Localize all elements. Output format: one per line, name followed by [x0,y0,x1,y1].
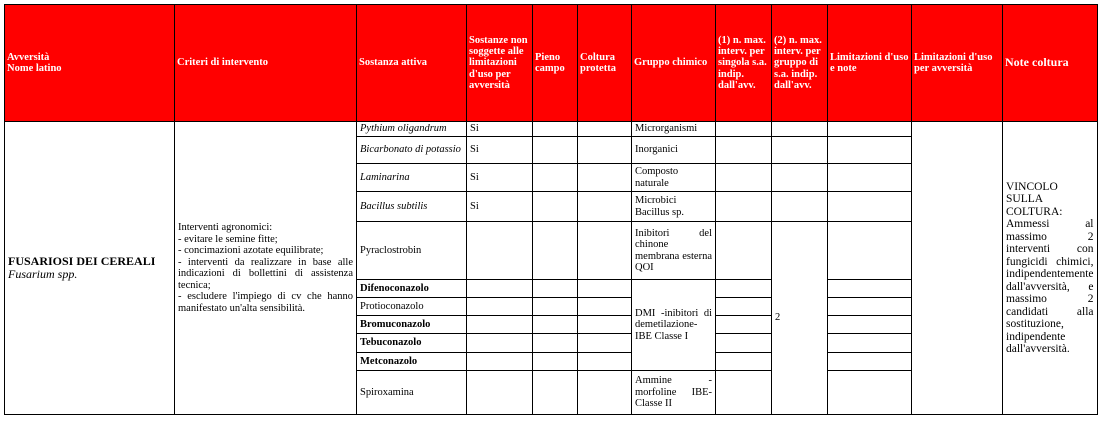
non-soggette-value: Si [467,192,533,222]
header-pieno-campo: Pieno campo [533,5,578,122]
pieno-campo-cell [533,371,578,415]
limitazioni-avversita-cell [912,122,1003,415]
header-sostanza: Sostanza attiva [357,5,467,122]
limitazioni-note-cell [828,222,912,280]
nmax-gruppo-cell [772,164,828,192]
criteria-line: - evitare le semine fitte; [178,233,278,245]
pieno-campo-cell [533,280,578,298]
substance-name: Difenoconazolo [357,280,467,298]
coltura-protetta-cell [578,371,632,415]
substance-name: Pyraclostrobin [357,222,467,280]
coltura-protetta-cell [578,222,632,280]
substance-name: Metconazolo [357,353,467,371]
header-gruppo: Gruppo chimico [632,5,716,122]
criteria-line: - escludere l'impiego di cv che hanno manifestato un'alta sensibilità. [178,291,353,314]
nmax-singola-cell [716,164,772,192]
non-soggette-value [467,222,533,280]
coltura-protetta-cell [578,192,632,222]
nmax-singola-cell [716,192,772,222]
criteria-cell [175,122,357,415]
limitazioni-note-cell [828,316,912,334]
table-row [5,122,1098,137]
non-soggette-value [467,316,533,334]
coltura-protetta-cell [578,298,632,316]
adversity-latin: Fusarium spp. [8,267,78,281]
non-soggette-value [467,353,533,371]
header-criteri: Criteri di intervento [175,5,357,122]
nmax-gruppo-value: 2 [772,222,828,415]
header-note-coltura: Note coltura [1003,5,1098,122]
gruppo-value: Ammine - morfoline IBE-Classe II [632,371,716,415]
limitazioni-note-cell [828,280,912,298]
nmax-singola-cell [716,334,772,353]
gruppo-value-dmi: DMI -inibitori di demetilazione-IBE Classe I [632,280,716,371]
substance-name: Pythium oligandrum [357,122,467,137]
pieno-campo-cell [533,316,578,334]
limitazioni-note-cell [828,137,912,164]
substance-name: Laminarina [357,164,467,192]
gruppo-value: Microbici Bacillus sp. [632,192,716,222]
criteria-line: Interventi agronomici: [178,222,273,233]
limitazioni-note-cell [828,164,912,192]
header-non-soggette: Sostanze non soggette alle limitazioni d'uso per avversità [467,5,533,122]
substance-name: Bromuconazolo [357,316,467,334]
header-limitazioni-avversita: Limitazioni d'uso per avversità [912,5,1003,122]
header-nmax-gruppo: (2) n. max. interv. per gruppo di s.a. indip. dall'avv. [772,5,828,122]
nmax-singola-cell [716,353,772,371]
coltura-protetta-cell [578,164,632,192]
nmax-singola-cell [716,316,772,334]
non-soggette-value [467,280,533,298]
non-soggette-value: Si [467,122,533,137]
gruppo-value: Inorganici [632,137,716,164]
pieno-campo-cell [533,137,578,164]
limitazioni-note-cell [828,298,912,316]
non-soggette-value: Si [467,137,533,164]
pieno-campo-cell [533,192,578,222]
non-soggette-value [467,371,533,415]
nmax-singola-cell [716,222,772,280]
nmax-gruppo-cell [772,137,828,164]
defense-table [4,4,1098,415]
nmax-singola-cell [716,137,772,164]
note-coltura-cell: VINCOLO SULLA COLTURA: Ammessi al massimo 2 interventi con fungicidi chimici, indipendentemente dall'avversità, e massimo 2 candidati alla sostituzione, indipendente dall'avversità. [1003,122,1098,415]
pieno-campo-cell [533,122,578,137]
pieno-campo-cell [533,164,578,192]
non-soggette-value: Si [467,164,533,192]
coltura-protetta-cell [578,334,632,353]
substance-name: Spiroxamina [357,371,467,415]
nmax-singola-cell [716,298,772,316]
gruppo-value: Inibitori del chinone membrana esterna QOI [632,222,716,280]
nmax-singola-cell [716,122,772,137]
nmax-gruppo-cell [772,122,828,137]
pieno-campo-cell [533,353,578,371]
header-nmax-singola: (1) n. max. interv. per singola s.a. indip. dall'avv. [716,5,772,122]
header-limitazioni-note: Limitazioni d'uso e note [828,5,912,122]
limitazioni-note-cell [828,192,912,222]
criteria-line: - concimazioni azotate equilibrate; [178,245,324,256]
criteria-line: - interventi da realizzare in base alle indicazioni di bollettini di assistenza tecnica; [178,256,353,291]
limitazioni-note-cell [828,371,912,415]
substance-name: Protioconazolo [357,298,467,316]
limitazioni-note-cell [828,122,912,137]
limitazioni-note-cell [828,353,912,371]
gruppo-value: Microrganismi [632,122,716,137]
substance-name: Tebuconazolo [357,334,467,353]
adversity-cell [5,122,175,415]
coltura-protetta-cell [578,280,632,298]
pieno-campo-cell [533,298,578,316]
nmax-singola-cell [716,280,772,298]
header-avversita: Avversità Nome latino [5,5,175,122]
header-row [5,5,1098,122]
substance-name: Bicarbonato di potassio [357,137,467,164]
non-soggette-value [467,334,533,353]
nmax-singola-cell [716,371,772,415]
substance-name: Bacillus subtilis [357,192,467,222]
header-coltura-protetta: Coltura protetta [578,5,632,122]
coltura-protetta-cell [578,137,632,164]
limitazioni-note-cell [828,334,912,353]
nmax-gruppo-cell [772,192,828,222]
coltura-protetta-cell [578,122,632,137]
pieno-campo-cell [533,334,578,353]
coltura-protetta-cell [578,353,632,371]
adversity-name: FUSARIOSI DEI CEREALI [8,254,156,268]
pieno-campo-cell [533,222,578,280]
non-soggette-value [467,298,533,316]
gruppo-value: Composto naturale [632,164,716,192]
coltura-protetta-cell [578,316,632,334]
